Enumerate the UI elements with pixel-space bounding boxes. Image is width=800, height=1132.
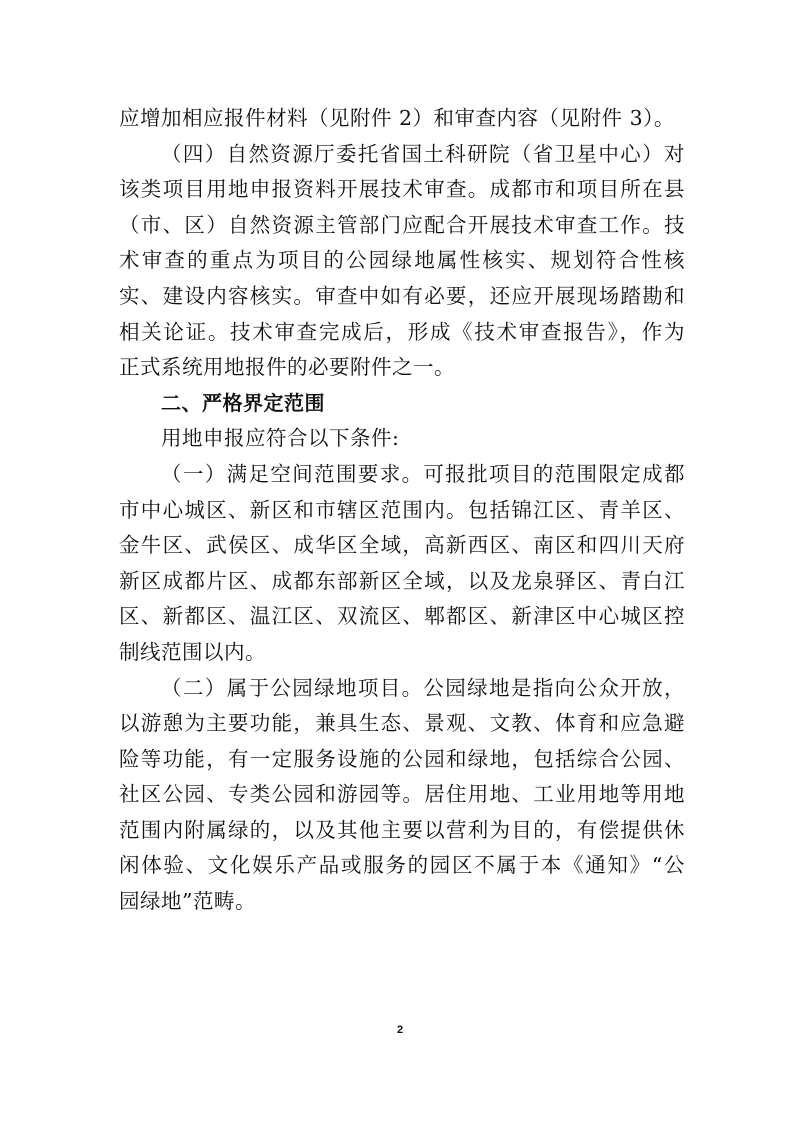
document-body bbox=[119, 101, 685, 920]
section-2-title: 二、严格界定范围 bbox=[161, 390, 325, 415]
text-line: 实、建设内容核实。审查中如有必要，还应开展现场踏勘和 bbox=[119, 283, 685, 308]
text-line: 用地申报应符合以下条件: bbox=[161, 426, 400, 451]
text-line: 正式系统用地报件的必要附件之一。 bbox=[119, 355, 455, 380]
text-line: 范围内附属绿的，以及其他主要以营利为目的，有偿提供休 bbox=[119, 817, 685, 842]
text-line: 闲体验、文化娱乐产品或服务的园区不属于本《通知》“公 bbox=[119, 853, 685, 878]
text-line: 园绿地”范畴。 bbox=[119, 889, 256, 914]
text-line: 制线范围以内。 bbox=[119, 639, 266, 664]
text-line: 市中心城区、新区和市辖区范围内。包括锦江区、青羊区、 bbox=[119, 497, 685, 522]
paragraph-condition-1 bbox=[119, 457, 685, 671]
text-line: 新区成都片区、成都东部新区全域，以及龙泉驿区、青白江 bbox=[119, 568, 685, 593]
text-line: （四）自然资源厅委托省国土科研院（省卫星中心）对 bbox=[161, 141, 685, 166]
text-line: （市、区）自然资源主管部门应配合开展技术审查工作。技 bbox=[119, 212, 685, 237]
paragraph-condition-2 bbox=[119, 671, 685, 920]
text-line: 应增加相应报件材料（见附件 2）和审查内容（见附件 3）。 bbox=[119, 106, 675, 130]
text-line: 险等功能，有一定服务设施的公园和绿地，包括综合公园、 bbox=[119, 746, 685, 771]
paragraph-item-4 bbox=[119, 137, 685, 386]
text-line: 相关论证。技术审查完成后，形成《技术审查报告》，作为 bbox=[119, 319, 685, 344]
text-line: 该类项目用地申报资料开展技术审查。成都市和项目所在县 bbox=[119, 177, 685, 202]
text-line: 区、新都区、温江区、双流区、郫都区、新津区中心城区控 bbox=[119, 604, 685, 629]
text-line: 金牛区、武侯区、成华区全域，高新西区、南区和四川天府 bbox=[119, 533, 685, 558]
paragraph-conditions-intro bbox=[119, 421, 685, 457]
paragraph-continuation bbox=[119, 101, 685, 137]
section-heading bbox=[119, 386, 685, 422]
text-line: （一）满足空间范围要求。可报批项目的范围限定成都 bbox=[161, 461, 685, 486]
text-line: （二）属于公园绿地项目。公园绿地是指向公众开放， bbox=[161, 675, 685, 700]
page-number: 2 bbox=[396, 1024, 404, 1036]
text-line: 以游憩为主要功能，兼具生态、景观、文教、体育和应急避 bbox=[119, 711, 685, 736]
text-line: 社区公园、专类公园和游园等。居住用地、工业用地等用地 bbox=[119, 782, 685, 807]
text-line: 术审查的重点为项目的公园绿地属性核实、规划符合性核 bbox=[119, 248, 685, 273]
